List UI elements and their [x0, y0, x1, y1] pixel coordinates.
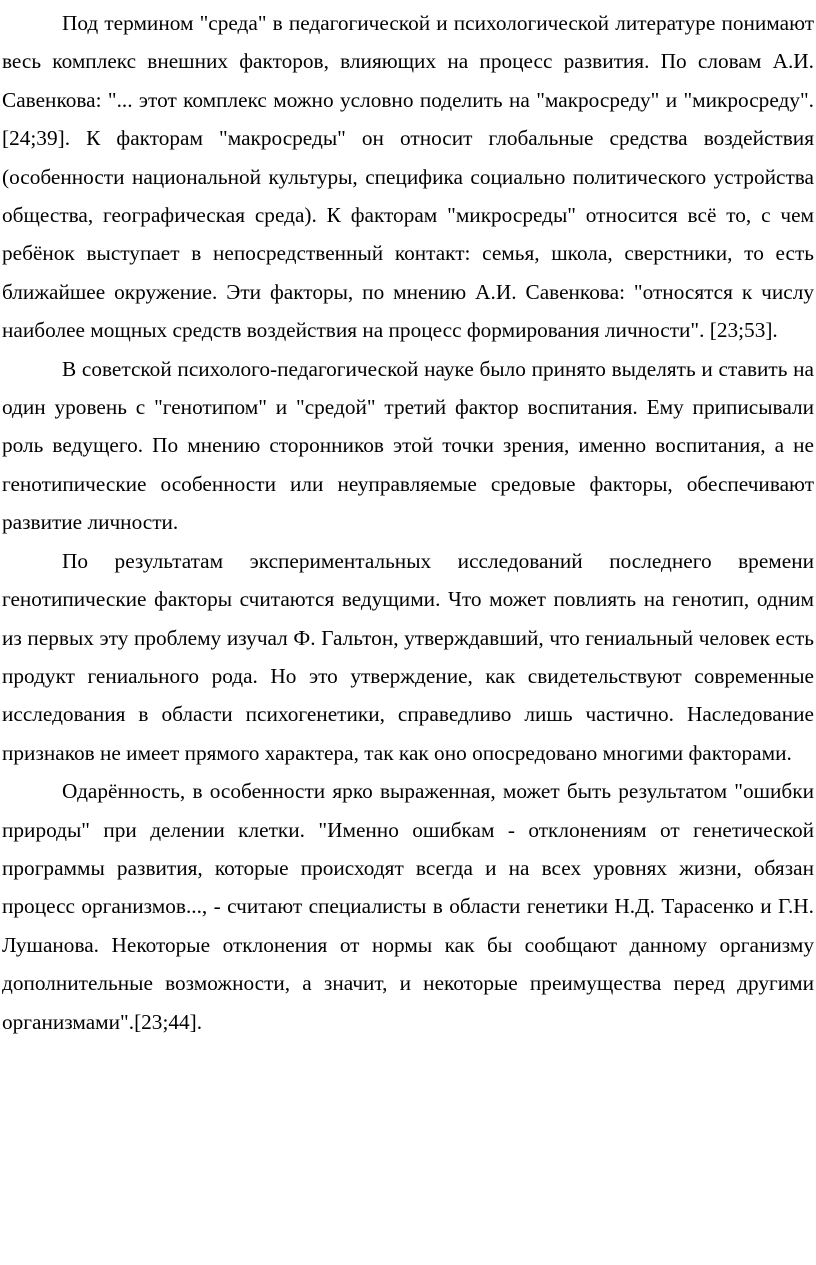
paragraph-giftedness: Одарённость, в особенности ярко выраженная, может быть результатом "ошибки природы" при делении клетки. "Именно ошибкам - отклонениям от генетической программы развития, которые происходят всегда и на всех уровнях жизни, обязан процесс организмов..., - считают специалисты в области генетики Н.Д. Тарасенко и Г.Н. Лушанова. Некоторые отклонения от нормы как бы сообщают данному организму дополнительные возможности, а значит, и некоторые преимущества перед другими организмами".[23;44]. [2, 779, 814, 1034]
paragraph-soviet-upbringing: В советской психолого-педагогической науке было принято выделять и ставить на один уровень с "генотипом" и "средой" третий фактор воспитания. Ему приписывали роль ведущего. По мнению сторонников этой точки зрения, именно воспитания, а не генотипические особенности или неуправляемые средовые факторы, обеспечивают развитие личности. [2, 356, 814, 535]
paragraph-genotype-factors: По результатам экспериментальных исследований последнего времени генотипические факторы считаются ведущими. Что может повлиять на генотип, одним из первых эту проблему изучал Ф. Гальтон, утверждавший, что гениальный человек есть продукт гениального рода. Но это утверждение, как свидетельствуют современные исследования в области психогенетики, справедливо лишь частично. Наследование признаков не имеет прямого характера, так как оно опосредовано многими факторами. [2, 548, 814, 765]
paragraph-environment-definition: Под термином "среда" в педагогической и психологической литературе понимают весь комплекс внешних факторов, влияющих на процесс развития. По словам А.И. Савенкова: "... этот комплекс можно условно поделить на "макросреду" и "микросреду". [24;39]. К факторам "макросреды" он относит глобальные средства воздействия (особенности национальной культуры, специфика социально политического устройства общества, географическая среда). К факторам "микросреды" относится всё то, с чем ребёнок выступает в непосредственный контакт: семья, школа, сверстники, то есть ближайшее окружение. Эти факторы, по мнению А.И. Савенкова: "относятся к числу наиболее мощных средств воздействия на процесс формирования личности". [23;53]. [2, 11, 814, 343]
